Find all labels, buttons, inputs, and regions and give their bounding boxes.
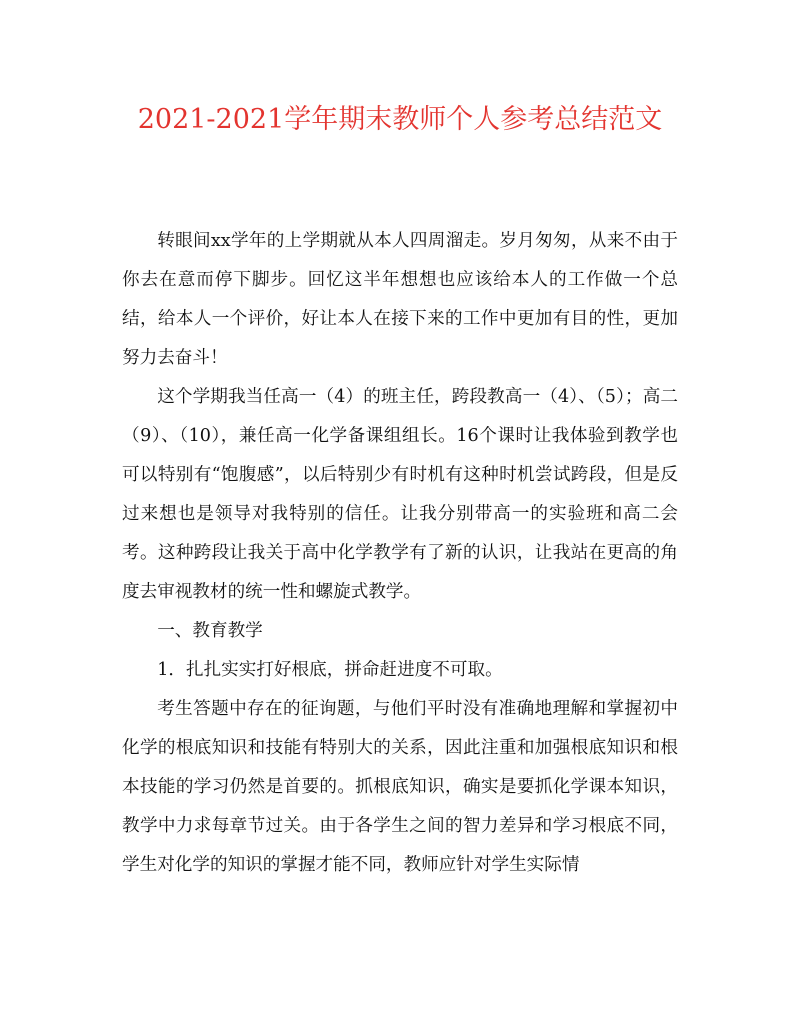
subsection-heading-foundation: 1．扎扎实实打好根底，拼命赶进度不可取。 <box>157 660 503 680</box>
paragraph-intro: 转眼间xx学年的上学期就从本人四周溜走。岁月匆匆，从来不由于你去在意而停下脚步。回忆这半年想想也应该给本人的工作做一个总结，给本人一个评价，好让本人在接下来的工作中更加有目的性，更加努力去奋斗！ <box>122 231 678 368</box>
document-body <box>122 222 678 885</box>
paragraph-duties: 这个学期我当任高一（4）的班主任，跨段教高一（4）、（5）；高二（9）、（10），兼任高一化学备课组组长。16个课时让我体验到教学也可以特别有“饱腹感”，以后特别少有时机有这种时机尝试跨段，但是反过来想也是领导对我特别的信任。让我分别带高一的实验班和高二会考。这种跨段让我关于高中化学教学有了新的认识，让我站在更高的角度去审视教材的统一性和螺旋式教学。 <box>122 387 678 602</box>
section-heading-teaching: 一、教育教学 <box>157 621 263 641</box>
document-title: 2021-2021学年期末教师个人参考总结范文 <box>137 104 663 135</box>
paragraph-foundation: 考生答题中存在的征询题，与他们平时没有准确地理解和掌握初中化学的根底知识和技能有特别大的关系，因此注重和加强根底知识和根本技能的学习仍然是首要的。抓根底知识，确实是要抓化学课本知识，教学中力求每章节过关。由于各学生之间的智力差异和学习根底不同，学生对化学的知识的掌握才能不同，教师应针对学生实际情 <box>122 699 678 875</box>
